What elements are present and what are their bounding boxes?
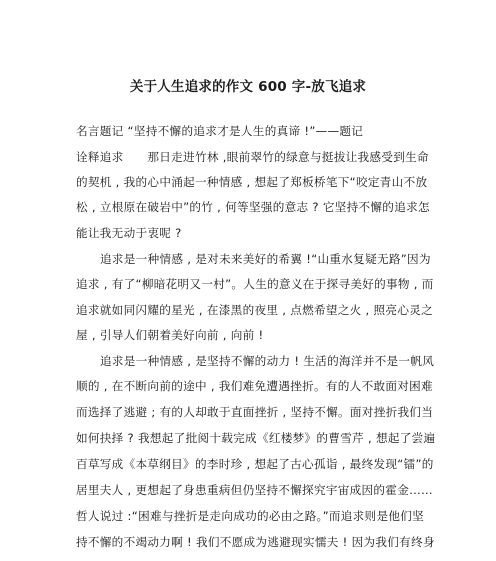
paragraph-first-line: 追求是一种情感 , 是坚持不懈的动力 ! 生活的海洋并不是一帆风	[100, 354, 435, 368]
paragraph-line: 追求 , 有了“柳暗花明又一村”。人生的意义在于探寻美好的事物 , 而	[76, 277, 434, 291]
paragraph-line: 的契机 , 我的心中涌起一种情感 , 想起了郑板桥笔下“咬定青山不放	[76, 175, 428, 189]
paragraph-line: 居里夫人 , 更想起了身患重病但仍坚持不懈探究宇宙成因的霍金……	[76, 483, 433, 497]
paragraph-line: 顺的 , 在不断向前的途中 , 我们难免遭遇挫折。有的人不敢面对困难	[76, 379, 433, 393]
paragraph-line: 能让我无动于衷呢 ?	[76, 226, 182, 240]
paragraph-line: 哲人说过 :“困难与挫折是走向成功的必由之路。”而追求则是他们坚	[76, 509, 425, 523]
paragraph-line: 屋 , 引导人们朝着美好向前 , 向前 !	[76, 328, 264, 342]
paragraph-line: 诠释追求 那日走进竹林 ,眼前翠竹的绿意与挺拔让我感受到生命	[76, 150, 429, 164]
paragraph-line: 百草写成《本草纲目》的李时珍 , 想起了古心孤诣 , 最终发现“镭”的	[76, 457, 434, 471]
paragraph-first-line: 追求是一种情感 , 是对未来美好的希翼 !“山重水复疑无路”因为	[100, 252, 431, 266]
document-title: 关于人生追求的作文 600 字-放飞追求	[129, 79, 367, 95]
paragraph-line: 松 , 立根原在破岩中”的竹 , 何等坚强的意志 ? 它坚持不懈的追求怎	[76, 200, 430, 214]
paragraph-line: 如何抉择 ? 我想起了批阅十载完成《红楼梦》的曹雪芹 , 想起了尝遍	[76, 431, 436, 445]
epigraph-line: 名言题记 “坚持不懈的追求才是人生的真谛 !”——题记	[76, 124, 364, 138]
paragraph-line: 追求就如同闪耀的星光 , 在漆黑的夜里 , 点燃希望之火 , 照亮心灵之	[76, 303, 434, 317]
paragraph-line: 持不懈的不竭动力啊 ! 我们不愿成为逃避现实懦夫 ! 因为我们有终身	[76, 535, 435, 549]
paragraph-line: 而选择了逃避 ; 有的人却敢于直面挫折 , 坚持不懈。面对挫折我们当	[76, 405, 434, 419]
